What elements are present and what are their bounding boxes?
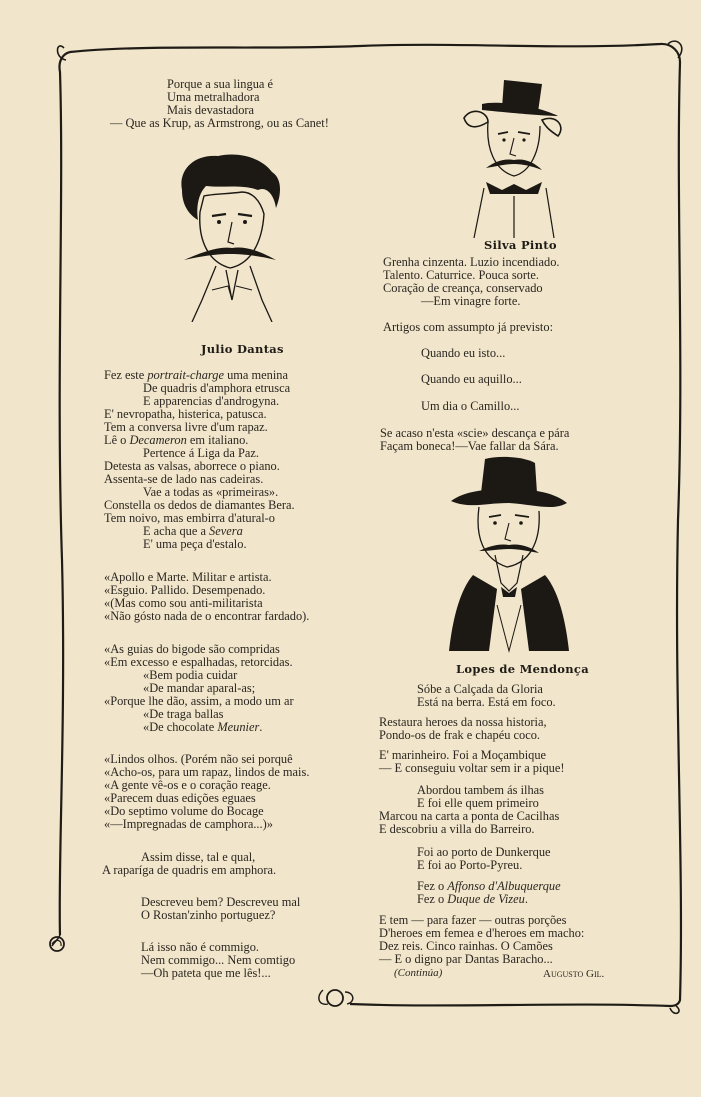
- poem-line: E' nevropatha, histerica, patusca.: [104, 407, 267, 421]
- poem-line: E foi ao Porto-Pyreu.: [417, 858, 523, 872]
- poem-line: Coração de creança, conservado: [383, 281, 543, 295]
- poem-line: «Acho-os, para um rapaz, lindos de mais.: [104, 765, 310, 779]
- poem-line: «Não gósto nada de o encontrar fardado).: [104, 609, 310, 623]
- poem-line: Quando eu isto...: [421, 346, 506, 360]
- poem-line: Façam boneca!—Vae fallar da Sára.: [380, 439, 559, 453]
- poem-line: E descobriu a villa do Barreiro.: [379, 822, 535, 836]
- poem-line: «—Impregnadas de camphora...)»: [104, 817, 273, 831]
- poem-line: E foi elle quem primeiro: [417, 796, 539, 810]
- poem-line: Detesta as valsas, aborrece o piano.: [104, 459, 280, 473]
- poem-line: «(Mas como sou anti-militarista: [104, 596, 263, 610]
- caption-lopes-de-mendonca: Lopes de Mendonça: [456, 662, 589, 676]
- poem-line: Nem commigo... Nem comtigo: [141, 953, 296, 967]
- poem-line: Lá isso não é commigo.: [141, 940, 260, 954]
- poem-line: A raparíga de quadris em amphora.: [102, 863, 277, 877]
- intro-line: Porque a sua lingua é: [167, 77, 273, 91]
- poem-line: Fez o Duque de Vizeu.: [417, 892, 528, 906]
- poem-line: Constella os dedos de diamantes Bera.: [104, 498, 295, 512]
- poem-line: Artigos com assumpto já previsto:: [383, 320, 554, 334]
- poem-line: Descreveu bem? Descreveu mal: [141, 895, 301, 909]
- poem-line: Lê o Decameron em italiano.: [104, 433, 249, 447]
- poem-line: «Bem podia cuidar: [143, 668, 238, 682]
- poem-line: O Rostan'zinho portuguez?: [141, 908, 276, 922]
- poem-line: «As guias do bigode são compridas: [104, 642, 280, 656]
- poem-line: Restaura heroes da nossa historia,: [379, 715, 547, 729]
- poem-line: Dez reis. Cinco rainhas. O Camões: [379, 939, 553, 953]
- poem-line: — E conseguiu voltar sem ir a pique!: [379, 761, 565, 775]
- poem-line: «De chocolate Meunier.: [143, 720, 263, 734]
- poem-line: Grenha cinzenta. Luzio incendiado.: [383, 255, 560, 269]
- poem-line: E apparencias d'androgyna.: [143, 394, 280, 408]
- poem-line: Foi ao porto de Dunkerque: [417, 845, 551, 859]
- poem-line: E' marinheiro. Foi a Moçambique: [379, 748, 547, 762]
- caption-julio-dantas: Julio Dantas: [201, 342, 284, 356]
- poem-line: «Em excesso e espalhadas, retorcidas.: [104, 655, 293, 669]
- poem-line: Sóbe a Calçada da Gloria: [417, 682, 543, 696]
- poem-line: Vae a todas as «primeiras».: [143, 485, 279, 499]
- poem-line: —Oh pateta que me lês!...: [141, 966, 271, 980]
- poem-line: D'heroes em femea e d'heroes em macho:: [379, 926, 585, 940]
- poem-line: Assenta-se de lado nas cadeiras.: [104, 472, 264, 486]
- poem-line: «Porque lhe dão, assim, a modo um ar: [104, 694, 294, 708]
- poem-line: De quadris d'amphora etrusca: [143, 381, 291, 395]
- author-signature: Augusto Gil.: [543, 968, 605, 980]
- poem-line: Quando eu aquillo...: [421, 372, 522, 386]
- poem-line: «Esguio. Pallido. Desempenado.: [104, 583, 266, 597]
- poem-line: «Apollo e Marte. Militar e artista.: [104, 570, 272, 584]
- poem-line: «A gente vê-os e o coração reage.: [104, 778, 271, 792]
- intro-line: Mais devastadora: [167, 103, 255, 117]
- continua-note: (Continúa): [394, 967, 443, 979]
- intro-line: — Que as Krup, as Armstrong, ou as Canet!: [110, 116, 329, 130]
- silva-pinto-caricature: [458, 78, 568, 238]
- poem-line: E' uma peça d'estalo.: [143, 537, 247, 551]
- poem-line: «De traga ballas: [143, 707, 224, 721]
- poem-line: —Em vinagre forte.: [421, 294, 521, 308]
- intro-line: Uma metralhadora: [167, 90, 260, 104]
- poem-line: — E o digno par Dantas Baracho...: [379, 952, 553, 966]
- poem-line: Fez o Affonso d'Albuquerque: [417, 879, 561, 893]
- poem-line: «Lindos olhos. (Porém não sei porquê: [104, 752, 293, 766]
- caption-silva-pinto: Silva Pinto: [484, 238, 557, 252]
- poem-line: Está na berra. Está em foco.: [417, 695, 556, 709]
- poem-line: Tem a conversa livre d'um rapaz.: [104, 420, 268, 434]
- poem-line: «Do septimo volume do Bocage: [104, 804, 264, 818]
- poem-line: E tem — para fazer — outras porções: [379, 913, 567, 927]
- poem-line: Se acaso n'esta «scie» descança e pára: [380, 426, 570, 440]
- poem-line: Marcou na carta a ponta de Cacilhas: [379, 809, 560, 823]
- poem-line: E acha que a Severa: [143, 524, 243, 538]
- poem-line: Abordou tambem ás ilhas: [417, 783, 544, 797]
- poem-line: Tem noivo, mas embirra d'atural-o: [104, 511, 275, 525]
- border-knot-icon: [327, 990, 343, 1006]
- poem-line: «De mandar aparal-as;: [143, 681, 256, 695]
- poem-line: Talento. Caturrice. Pouca sorte.: [383, 268, 540, 282]
- lopes-de-mendonca-caricature: [445, 455, 571, 653]
- poem-line: Pertence á Liga da Paz.: [143, 446, 259, 460]
- poem-line: Assim disse, tal e qual,: [141, 850, 256, 864]
- poem-line: Pondo-os de frak e chapéu coco.: [379, 728, 541, 742]
- poem-line: Fez este portrait-charge uma menina: [104, 368, 288, 382]
- poem-line: Um dia o Camillo...: [421, 399, 520, 413]
- julio-dantas-caricature: [172, 150, 292, 322]
- poem-line: «Parecem duas edições eguaes: [104, 791, 256, 805]
